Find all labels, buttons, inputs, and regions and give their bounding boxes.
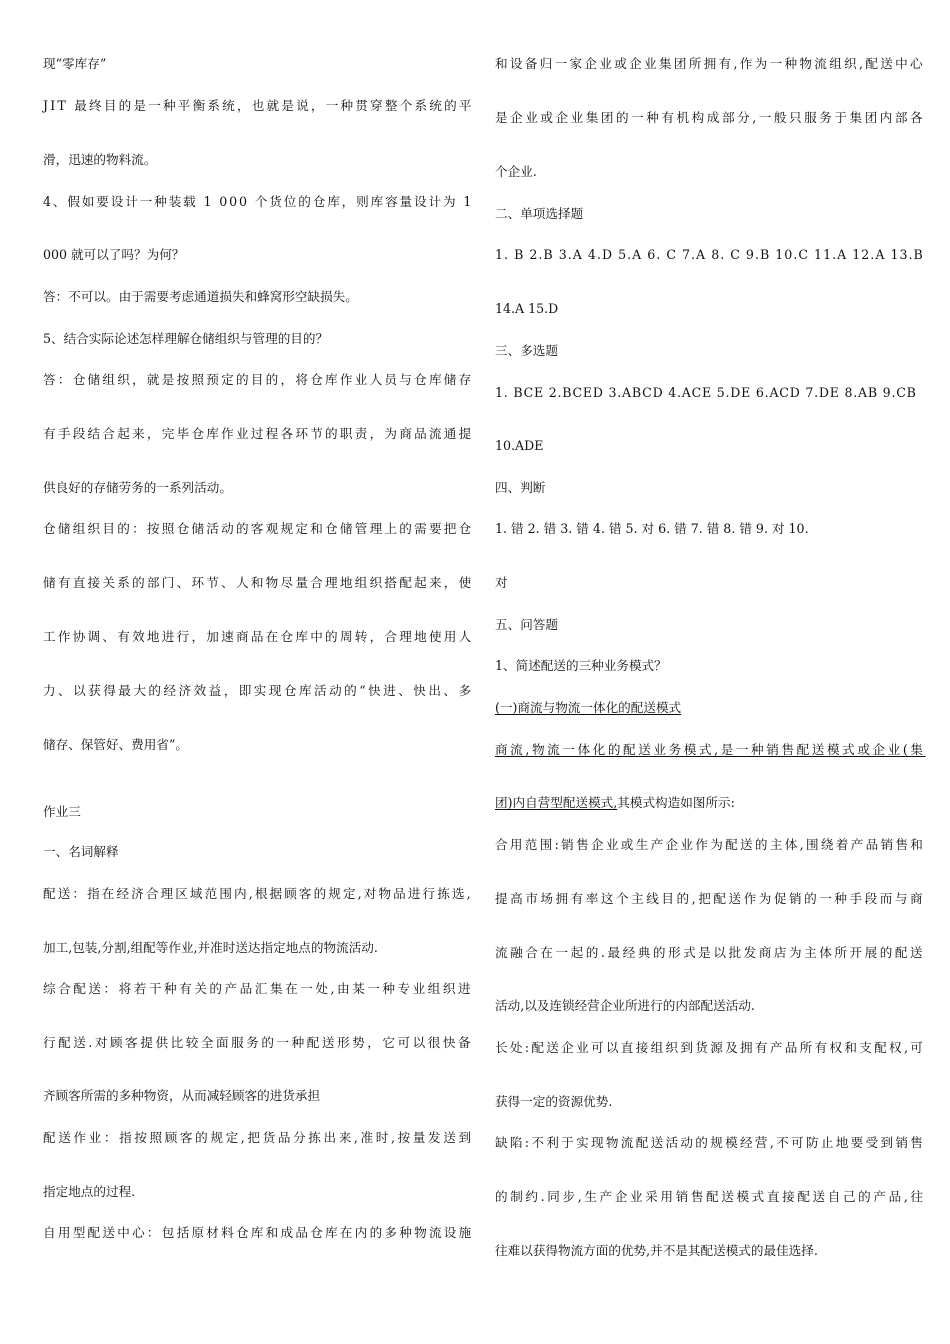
answer-line: 10.ADE xyxy=(495,438,544,453)
text-line: 缺陷:不利于实现物流配送活动的规模经营,不可防止地要受到销售 xyxy=(495,1135,926,1150)
text-line: 综合配送：将若干种有关的产品汇集在一处,由某一种专业组织进 xyxy=(43,981,474,996)
text-line xyxy=(495,794,735,812)
text-line: 配送作业：指按照顾客的规定,把货品分拣出来,准时,按量发送到 xyxy=(43,1130,474,1145)
section-title: 三、多选题 xyxy=(495,343,558,358)
text-line: 自用型配送中心：包括原材料仓库和成品仓库在内的多种物流设施 xyxy=(43,1225,474,1240)
text-line: 活动,以及连锁经营企业所进行的内部配送活动. xyxy=(495,998,755,1013)
text-line: 答：仓储组织，就是按照预定的目的，将仓库作业人员与仓库储存 xyxy=(43,372,474,387)
text-line: 力、以获得最大的经济效益，即实现仓库活动的“快进、快出、多 xyxy=(43,683,474,698)
text-line: 和设备归一家企业或企业集团所拥有,作为一种物流组织,配送中心 xyxy=(495,56,925,71)
text-line: 储存、保管好、费用省”。 xyxy=(43,737,188,752)
text-line: 供良好的存储劳务的一系列活动。 xyxy=(43,480,232,495)
question-line: 1、简述配送的三种业务模式？ xyxy=(495,658,667,673)
text-line: 往难以获得物流方面的优势,并不是其配送模式的最佳选择. xyxy=(495,1243,818,1258)
text-line: JIT 最终目的是一种平衡系统，也就是说，一种贯穿整个系统的平 xyxy=(43,98,474,113)
text-line: 现“零库存” xyxy=(43,56,107,71)
text-line: 合用范围:销售企业或生产企业作为配送的主体,围绕着产品销售和 xyxy=(495,837,926,852)
text-line: 获得一定的资源优势. xyxy=(495,1094,613,1109)
text-line: 行配送.对顾客提供比较全面服务的一种配送形势，它可以很快备 xyxy=(43,1035,474,1050)
text-line: 齐顾客所需的多种物资，从而减轻顾客的进货承担 xyxy=(43,1088,321,1103)
section-title: 四、判断 xyxy=(495,480,546,495)
text-line: 加工,包装,分割,组配等作业,并准时送达指定地点的物流活动. xyxy=(43,940,378,955)
section-title: 五、问答题 xyxy=(495,617,558,632)
text-line: 000 就可以了吗？为何？ xyxy=(43,247,185,262)
text-line: 答：不可以。由于需要考虑通道损失和蜂窝形空缺损失。 xyxy=(43,289,358,304)
text-line: 是企业或企业集团的一种有机构成部分,一般只服务于集团内部各 xyxy=(495,110,926,125)
text-line: 储有直接关系的部门、环节、人和物尽量合理地组织搭配起来，使 xyxy=(43,575,474,590)
text-line: 指定地点的过程. xyxy=(43,1184,136,1199)
underlined-heading: (一)商流与物流一体化的配送模式 xyxy=(495,700,682,715)
text-line: 有手段结合起来，完毕仓库作业过程各环节的职责，为商品流通提 xyxy=(43,426,474,441)
text-line: 滑，迅速的物料流。 xyxy=(43,152,157,167)
text-line: 5、结合实际论述怎样理解仓储组织与管理的目的？ xyxy=(43,331,329,346)
subsection-title: 一、名词解释 xyxy=(43,844,119,859)
text-line: 长处:配送企业可以直接组织到货源及拥有产品所有权和支配权,可 xyxy=(495,1040,926,1055)
answer-line: 1. B 2.B 3.A 4.D 5.A 6. C 7.A 8. C 9.B 10.C 11.A 12.A 13.B xyxy=(495,247,924,262)
underlined-line: 商流,物流一体化的配送业务模式,是一种销售配送模式或企业(集 xyxy=(495,742,926,757)
answer-line: 1. BCE 2.BCED 3.ABCD 4.ACE 5.DE 6.ACD 7.DE 8.AB 9.CB xyxy=(495,385,917,400)
text-line: 4、假如要设计一种装载 1 000 个货位的仓库，则库容量设计为 1 xyxy=(43,194,474,209)
text-line: 配送：指在经济合理区域范围内,根据顾客的规定,对物品进行拣选, xyxy=(43,886,473,901)
text-line: 的制约.同步,生产企业采用销售配送模式直接配送自己的产品,往 xyxy=(495,1189,926,1204)
section-title: 作业三 xyxy=(43,804,81,819)
text-line: 个企业. xyxy=(495,164,537,179)
answer-line: 14.A 15.D xyxy=(495,301,559,316)
text-line: 流融合在一起的.最经典的形式是以批发商店为主体所开展的配送 xyxy=(495,945,926,960)
text-fragment: 其模式构造如图所示: xyxy=(617,795,735,810)
answer-line: 1. 错 2. 错 3. 错 4. 错 5. 对 6. 错 7. 错 8. 错 9. 对 10. xyxy=(495,521,809,536)
answer-line: 对 xyxy=(495,575,508,590)
underlined-fragment: 团)内自营型配送模式, xyxy=(495,795,618,810)
text-line: 提高市场拥有率这个主线目的,把配送作为促销的一种手段而与商 xyxy=(495,891,926,906)
section-title: 二、单项选择题 xyxy=(495,206,584,221)
text-line: 仓储组织目的：按照仓储活动的客观规定和仓储管理上的需要把仓 xyxy=(43,521,474,536)
text-line: 工作协调、有效地进行，加速商品在仓库中的周转，合理地使用人 xyxy=(43,629,474,644)
